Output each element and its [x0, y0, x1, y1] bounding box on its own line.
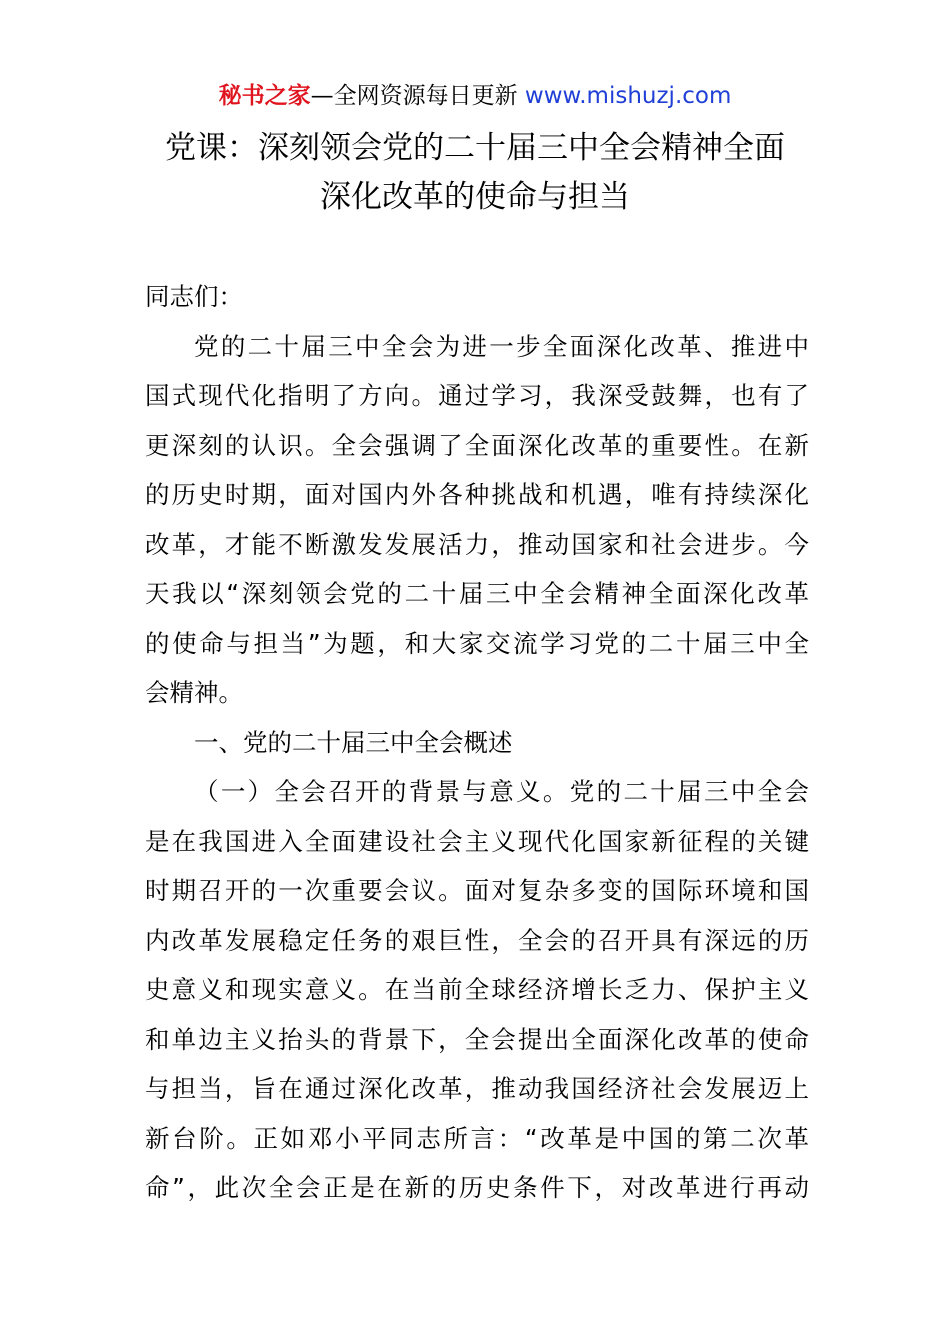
- paragraph-line: 更深刻的认识。全会强调了全面深化改革的重要性。在新: [145, 431, 809, 460]
- paragraph-line: 史意义和现实意义。在当前全球经济增长乏力、保护主义: [145, 975, 809, 1004]
- salutation: 同志们：: [145, 282, 243, 311]
- site-tagline: —全网资源每日更新: [310, 83, 518, 109]
- site-brand: 秘书之家: [218, 83, 311, 109]
- paragraph-line: 的历史时期，面对国内外各种挑战和机遇，唯有持续深化: [145, 480, 809, 509]
- paragraph-line: 国式现代化指明了方向。通过学习，我深受鼓舞，也有了: [145, 381, 809, 410]
- paragraph-line: （一）全会召开的背景与意义。党的二十届三中全会: [194, 777, 809, 806]
- paragraph-line: 内改革发展稳定任务的艰巨性，全会的召开具有深远的历: [145, 926, 809, 955]
- document-title-line-1: 党课：深刻领会党的二十届三中全会精神全面: [165, 130, 785, 166]
- paragraph-line: 党的二十届三中全会为进一步全面深化改革、推进中: [194, 332, 809, 361]
- paragraph-line: 时期召开的一次重要会议。面对复杂多变的国际环境和国: [145, 876, 809, 905]
- paragraph-line: 会精神。: [145, 678, 243, 707]
- paragraph-line: 天我以“深刻领会党的二十届三中全会精神全面深化改革: [145, 579, 809, 608]
- paragraph-line: 改革，才能不断激发发展活力，推动国家和社会进步。今: [145, 530, 809, 559]
- document-title-line-2: 深化改革的使命与担当: [320, 179, 630, 215]
- paragraph-line: 与担当，旨在通过深化改革，推动我国经济社会发展迈上: [145, 1074, 809, 1103]
- section-heading: 一、党的二十届三中全会概述: [194, 728, 513, 757]
- paragraph-line: 命”，此次全会正是在新的历史条件下，对改革进行再动: [145, 1173, 809, 1202]
- site-header: [0, 78, 950, 114]
- paragraph-line: 新台阶。正如邓小平同志所言：“改革是中国的第二次革: [145, 1124, 809, 1153]
- paragraph-line: 是在我国进入全面建设社会主义现代化国家新征程的关键: [145, 827, 809, 856]
- paragraph-line: 的使命与担当”为题，和大家交流学习党的二十届三中全: [145, 629, 809, 658]
- paragraph-line: 和单边主义抬头的背景下，全会提出全面深化改革的使命: [145, 1025, 809, 1054]
- site-url[interactable]: www.mishuzj.com: [524, 83, 732, 109]
